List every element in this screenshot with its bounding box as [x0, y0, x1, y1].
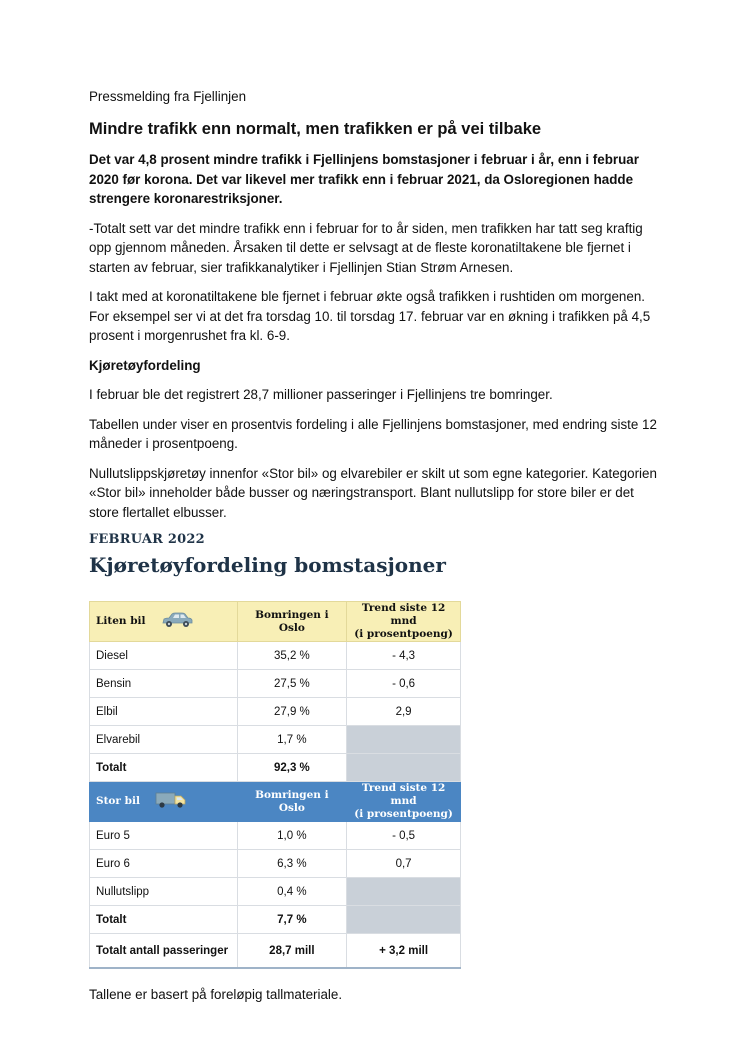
large-car-label: Stor bil [96, 795, 140, 807]
table-row: Euro 5 1,0 % - 0,5 [90, 822, 461, 850]
figure-eyebrow: FEBRUAR 2022 [89, 532, 205, 547]
large-car-total-row: Totalt 7,7 % [90, 906, 461, 934]
col-header-trend: Trend siste 12 mnd (i prosentpoeng) [347, 602, 461, 642]
col-header-oslo: Bomringen i Oslo [237, 602, 347, 642]
figure-heading: Kjøretøyfordeling bomstasjoner [89, 553, 446, 577]
table-row: Bensin 27,5 % - 0,6 [90, 670, 461, 698]
car-icon [160, 611, 194, 632]
section-paragraph-2: Tabellen under viser en prosentvis fordeling i alle Fjellinjens bomstasjoner, med endring siste 12 måneder i prosentpoeng. [89, 416, 657, 451]
grand-total-row: Totalt antall passeringer 28,7 mill + 3,2 mill [90, 934, 461, 969]
vehicle-distribution-table [89, 601, 461, 969]
body-paragraph-1: -Totalt sett var det mindre trafikk enn i februar for to år siden, men trafikken har tatt seg kraftig opp gjennom måneden. Årsaken til dette er selvsagt at de fleste koronatiltakene ble fjernet i starten av februar, sier trafikkanalytiker i Fjellinjen Stian Strøm Arnesen. [89, 220, 643, 275]
section-paragraph-3: Nullutslippskjøretøy innenfor «Stor bil» og elvarebiler er skilt ut som egne kategorier. Kategorien «Stor bil» inneholder både busser og næringstransport. Blant nullutslipp for store biler er det store flertallet elbusser. [89, 465, 657, 520]
large-car-header-row [90, 782, 461, 822]
empty-cell [347, 726, 461, 754]
col-header-oslo-2: Bomringen i Oslo [237, 782, 347, 822]
small-car-total-row: Totalt 92,3 % [90, 754, 461, 782]
empty-cell [347, 754, 461, 782]
section-paragraph-1: I februar ble det registrert 28,7 millioner passeringer i Fjellinjens tre bomringer. [89, 387, 553, 402]
article-title: Mindre trafikk enn normalt, men trafikken er på vei tilbake [89, 120, 542, 138]
table-row: Nullutslipp 0,4 % [90, 878, 461, 906]
small-car-label: Liten bil [96, 615, 146, 627]
table-row: Elbil 27,9 % 2,9 [90, 698, 461, 726]
empty-cell [347, 906, 461, 934]
empty-cell [347, 878, 461, 906]
section-heading: Kjøretøyfordeling [89, 357, 201, 373]
col-header-trend-2: Trend siste 12 mnd (i prosentpoeng) [347, 782, 461, 822]
table-row: Elvarebil 1,7 % [90, 726, 461, 754]
body-paragraph-2: I takt med at koronatiltakene ble fjernet i februar økte også trafikken i rushtiden om morgenen. For eksempel ser vi at det fra torsdag 10. til torsdag 17. februar var en økning i trafikken på 4,5 prosent i morgenrushet fra kl. 6-9. [89, 289, 651, 343]
table-row: Euro 6 6,3 % 0,7 [90, 850, 461, 878]
table-row: Diesel 35,2 % - 4,3 [90, 642, 461, 670]
lead-paragraph: Det var 4,8 prosent mindre trafikk i Fjellinjens bomstasjoner i februar i år, enn i februar 2020 før korona. Det var likevel mer trafikk enn i februar 2021, da Osloregionen hadde strengere koronarestriksjoner. [89, 152, 639, 206]
small-car-header-row [90, 602, 461, 642]
footnote: Tallene er basert på foreløpig tallmateriale. [89, 987, 343, 1002]
source-line: Pressmelding fra Fjellinjen [89, 89, 247, 104]
truck-icon [154, 791, 188, 812]
press-release [89, 88, 659, 1018]
